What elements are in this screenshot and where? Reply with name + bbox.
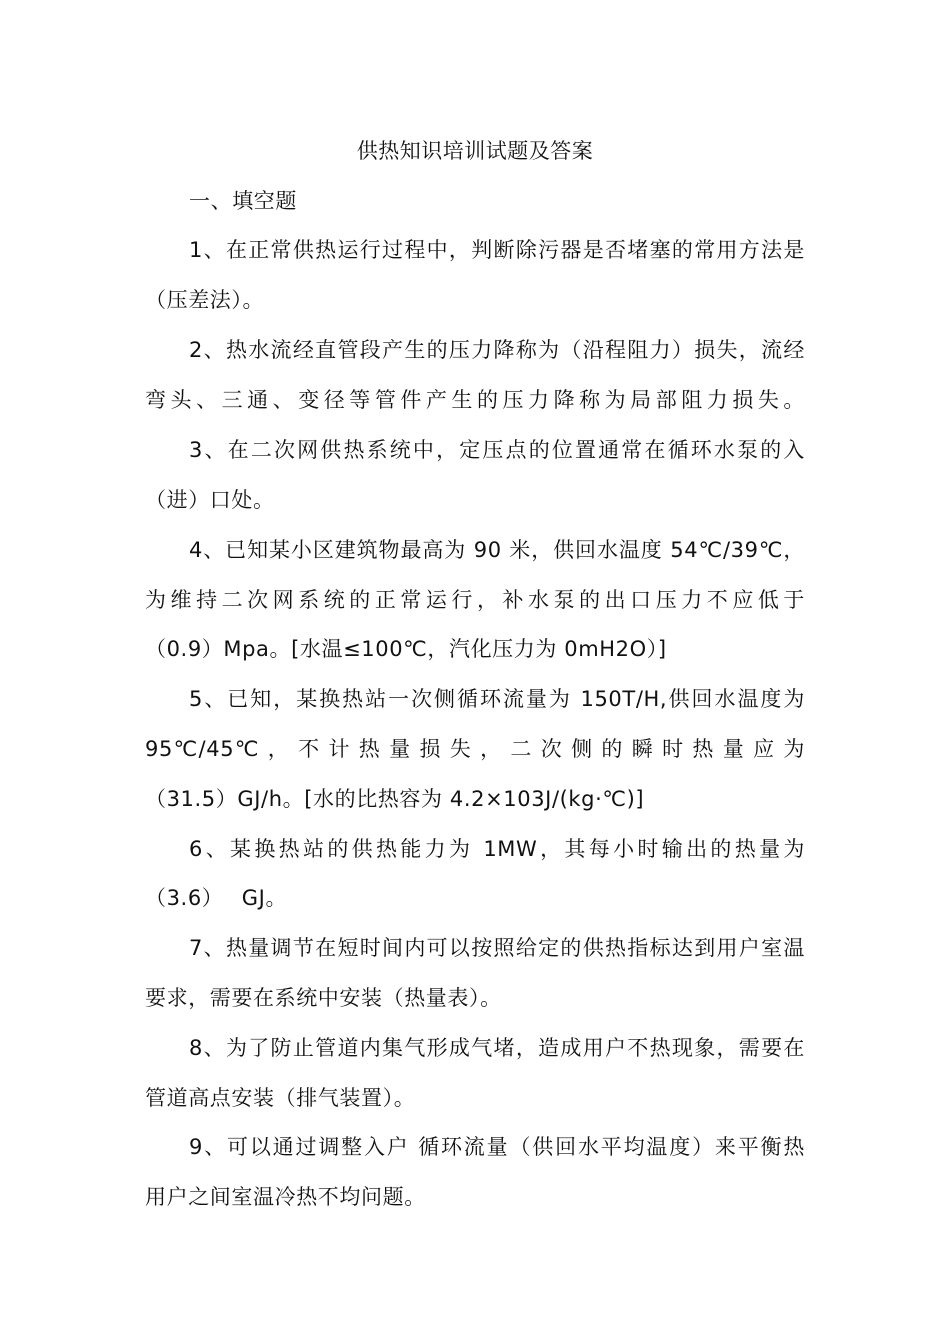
question-1-line-1: 1、在正常供热运行过程中，判断除污器是否堵塞的常用方法是 <box>189 238 805 262</box>
question-3-line-2: （进）口处。 <box>145 488 275 512</box>
question-5-line-3: （31.5）GJ/h。[水的比热容为 4.2×103J/(kg·℃)] <box>145 787 645 811</box>
question-5-line-1: 5、已知，某换热站一次侧循环流量为 150T/H,供回水温度为 <box>189 687 805 711</box>
question-4-line-1: 4、已知某小区建筑物最高为 90 米，供回水温度 54℃/39℃， <box>189 538 805 562</box>
question-8-line-2: 管道高点安装（排气装置）。 <box>145 1086 416 1110</box>
document-title: 供热知识培训试题及答案 <box>356 139 594 163</box>
question-7-line-2: 要求，需要在系统中安装（热量表）。 <box>145 986 502 1010</box>
question-2-line-1: 2、热水流经直管段产生的压力降称为（沿程阻力）损失，流经 <box>189 338 805 362</box>
question-9-line-1: 9、可以通过调整入户 循环流量（供回水平均温度）来平衡热 <box>189 1135 805 1159</box>
question-2-line-2: 弯头、三通、变径等管件产生的压力降称为局部阻力损失。 <box>145 388 805 412</box>
question-5-line-2: 95℃/45℃ ， 不 计 热 量 损 失 ， 二 次 侧 的 瞬 时 热 量 应 为 <box>145 737 805 761</box>
question-6-line-1: 6、某换热站的供热能力为 1MW，其每小时输出的热量为 <box>189 837 805 861</box>
question-4-line-3: （0.9）Mpa。[水温≤100℃，汽化压力为 0mH2O）] <box>145 637 667 661</box>
question-6-line-2: （3.6） GJ。 <box>145 886 288 910</box>
question-1-line-2: （压差法）。 <box>145 288 265 312</box>
question-7-line-1: 7、热量调节在短时间内可以按照给定的供热指标达到用户室温 <box>189 936 805 960</box>
question-9-line-2: 用户之间室温冷热不均问题。 <box>145 1185 426 1209</box>
section-heading: 一、填空题 <box>189 189 297 213</box>
question-8-line-1: 8、为了防止管道内集气形成气堵，造成用户不热现象，需要在 <box>189 1036 805 1060</box>
question-4-line-2: 为维持二次网系统的正常运行，补水泵的出口压力不应低于 <box>145 588 805 612</box>
question-3-line-1: 3、在二次网供热系统中，定压点的位置通常在循环水泵的入 <box>189 438 805 462</box>
